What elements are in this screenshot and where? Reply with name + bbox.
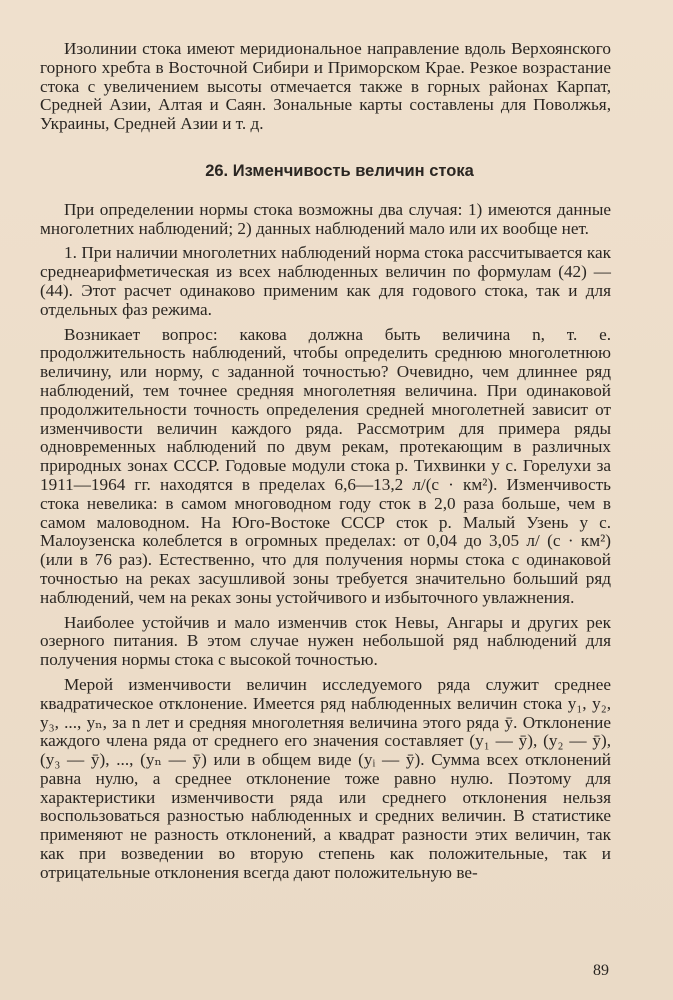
paragraph-observation-length: Возникает вопрос: какова должна быть величина n, т. е. продолжительность наблюдений, чтобы определить среднюю многолетнюю величину, или норму, с заданной точностью? Очевидно, чем длиннее ряд наблюдений, тем точнее средняя многолетняя величина. При одинаковой продолжительности точность определения средней многолетней зависит от изменчивости величин каждого ряда. Рассмотрим для примера ряды одновременных наблюдений по двум рекам, протекающим в различных природных зонах СССР. Годовые модули стока р. Тихвинки у с. Горелухи за 1911—1964 гг. находятся в пределах 6,6—13,2 л/(с · км²). Изменчивость стока невелика: в самом многоводном году сток в 2,0 раза больше, чем в самом маловодном. На Юго-Востоке СССР сток р. Малый Узень у с. Малоузенска колеблется в огромных пределах: от 0,04 до 3,05 л/ (с · км²) (или в 76 раз). Естественно, что для получения нормы стока с одинаковой точностью на реках засушливой зоны требуется значительно больший ряд наблюдений, чем на реках зоны устойчивого и избыточного увлажнения. <box>40 324 611 607</box>
intro-paragraph: Изолинии стока имеют меридиональное направление вдоль Верхоянского горного хребта в Восточной Сибири и Приморском Крае. Резкое возрастание стока с увеличением высоты отмечается также в горных районах Карпат, Средней Азии, Алтая и Саян. Зональные карты составлены для Поволжья, Украины, Средней Азии и т. д. <box>40 39 611 134</box>
page-text <box>40 40 611 889</box>
section-heading: 26. Изменчивость величин стока <box>205 161 474 180</box>
paragraph-norm-calculation: 1. При наличии многолетних наблюдений норма стока рассчитывается как среднеарифметическая из всех наблюденных величин по формулам (42) — (44). Этот расчет одинаково применим как для годового стока, так и для отдельных фаз режима. <box>40 243 611 319</box>
paragraph-stable-rivers: Наиболее устойчив и мало изменчив сток Невы, Ангары и других рек озерного питания. В этом случае нужен небольшой ряд наблюдений для получения нормы стока с высокой точностью. <box>40 612 611 670</box>
paragraph-standard-deviation: Мерой изменчивости величин исследуемого ряда служит среднее квадратическое отклонение. Имеется ряд наблюденных величин стока y₁, y₂, y₃, ..., yₙ, за n лет и средняя многолетняя величина этого ряда ȳ. Отклонение каждого члена ряда от среднего его значения составляет (y₁ — ȳ), (y₂ — ȳ), (y₃ — ȳ), ..., (yₙ — ȳ) или в общем виде (yᵢ — ȳ). Сумма всех отклонений равна нулю, а среднее отклонение тоже равно нулю. Поэтому для характеристики изменчивости ряда или среднего отклонения нельзя воспользоваться разностью наблюденных и средних величин. В статистике применяют не разность отклонений, а квадрат разности этих величин, так как при возведении во вторую степень как положительные, так и отрицательные отклонения всегда дают положительную ве- <box>40 674 611 882</box>
page-number: 89 <box>593 962 609 979</box>
paragraph-cases: При определении нормы стока возможны два случая: 1) имеются данные многолетних наблюдений; 2) данных наблюдений мало или их вообще нет. <box>40 199 611 238</box>
